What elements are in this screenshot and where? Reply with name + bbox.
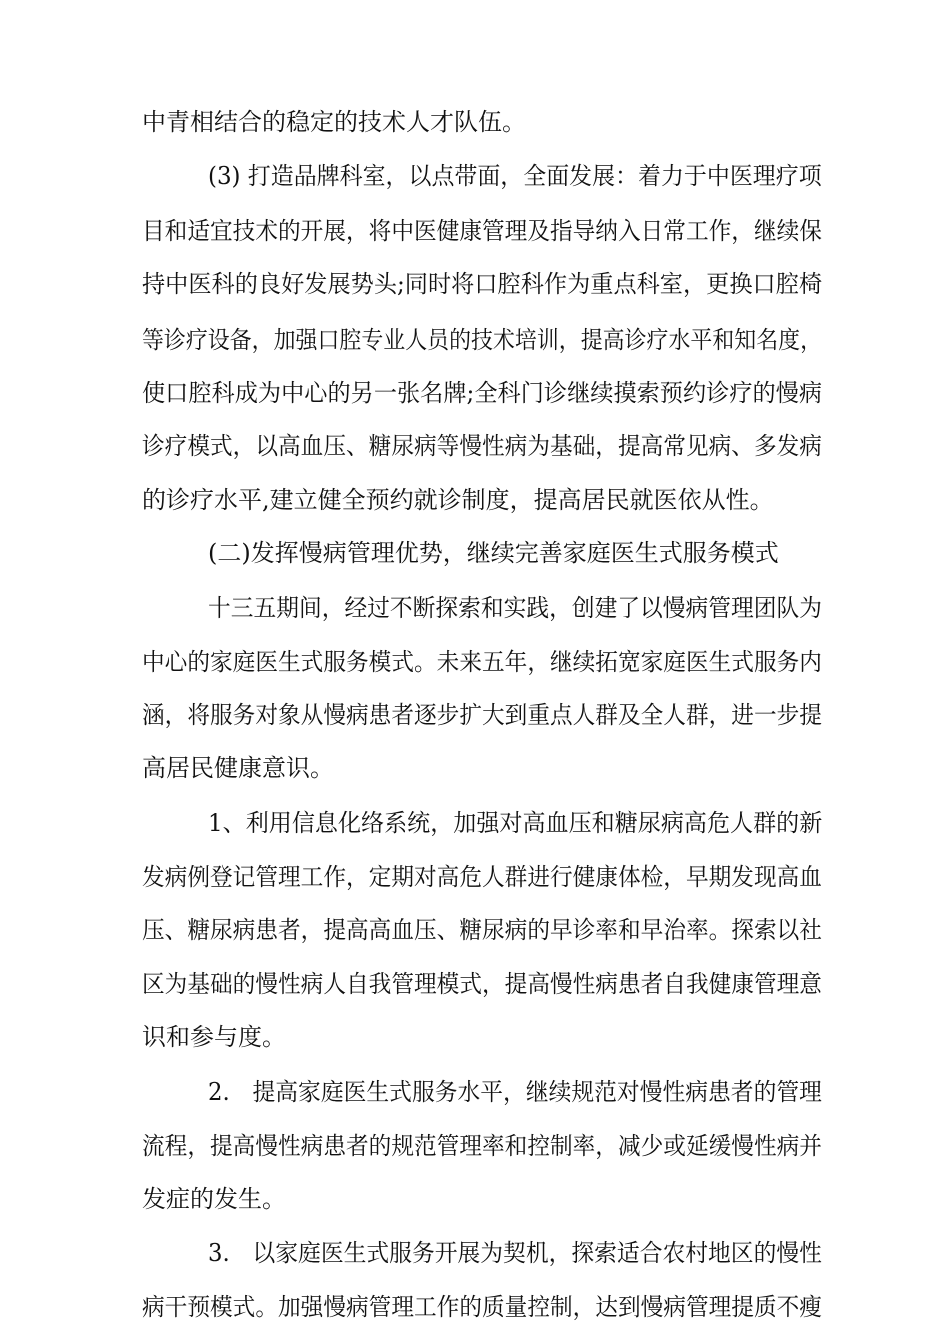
text-line: 持中医科的良好发展势头;同时将口腔科作为重点科室，更换口腔椅 — [142, 270, 823, 298]
text-line: 2. 提高家庭医生式服务水平，继续规范对慢性病患者的管理 — [208, 1078, 822, 1106]
text-line: 高居民健康意识。 — [142, 754, 334, 782]
text-line: 3. 以家庭医生式服务开展为契机，探索适合农村地区的慢性 — [208, 1239, 822, 1267]
text-line: 识和参与度。 — [142, 1023, 286, 1051]
text-line: 中青相结合的稳定的技术人才队伍。 — [142, 108, 526, 136]
text-line: 十三五期间，经过不断探索和实践，创建了以慢病管理团队为 — [208, 594, 822, 622]
text-line: 1、利用信息化络系统，加强对高血压和糖尿病高危人群的新 — [208, 809, 823, 837]
text-line: 发病例登记管理工作，定期对高危人群进行健康体检，早期发现高血 — [142, 863, 822, 891]
text-line: (3) 打造品牌科室，以点带面，全面发展：着力于中医理疗项 — [208, 162, 822, 190]
text-line: 发症的发生。 — [142, 1185, 286, 1213]
text-line: 涵，将服务对象从慢病患者逐步扩大到重点人群及全人群，进一步提 — [142, 701, 822, 729]
text-line: 使口腔科成为中心的另一张名牌;全科门诊继续摸索预约诊疗的慢病 — [142, 379, 823, 407]
text-line: 中心的家庭医生式服务模式。未来五年，继续拓宽家庭医生式服务内 — [142, 648, 822, 676]
text-line: 压、糖尿病患者，提高高血压、糖尿病的早诊率和早治率。探索以社 — [142, 916, 822, 944]
text-line: 的诊疗水平,建立健全预约就诊制度，提高居民就医依从性。 — [142, 486, 774, 514]
text-line: 目和适宜技术的开展，将中医健康管理及指导纳入日常工作，继续保 — [142, 217, 822, 245]
section-heading: (二)发挥慢病管理优势，继续完善家庭医生式服务模式 — [208, 539, 779, 567]
text-line: 区为基础的慢性病人自我管理模式，提高慢性病患者自我健康管理意 — [142, 970, 822, 998]
text-line: 流程，提高慢性病患者的规范管理率和控制率，减少或延缓慢性病并 — [142, 1132, 822, 1160]
text-line: 病干预模式。加强慢病管理工作的质量控制，达到慢病管理提质不瘦 — [142, 1293, 822, 1321]
text-line: 诊疗模式，以高血压、糖尿病等慢性病为基础，提高常见病、多发病 — [142, 432, 822, 460]
text-line: 等诊疗设备，加强口腔专业人员的技术培训，提高诊疗水平和知名度， — [142, 326, 823, 354]
